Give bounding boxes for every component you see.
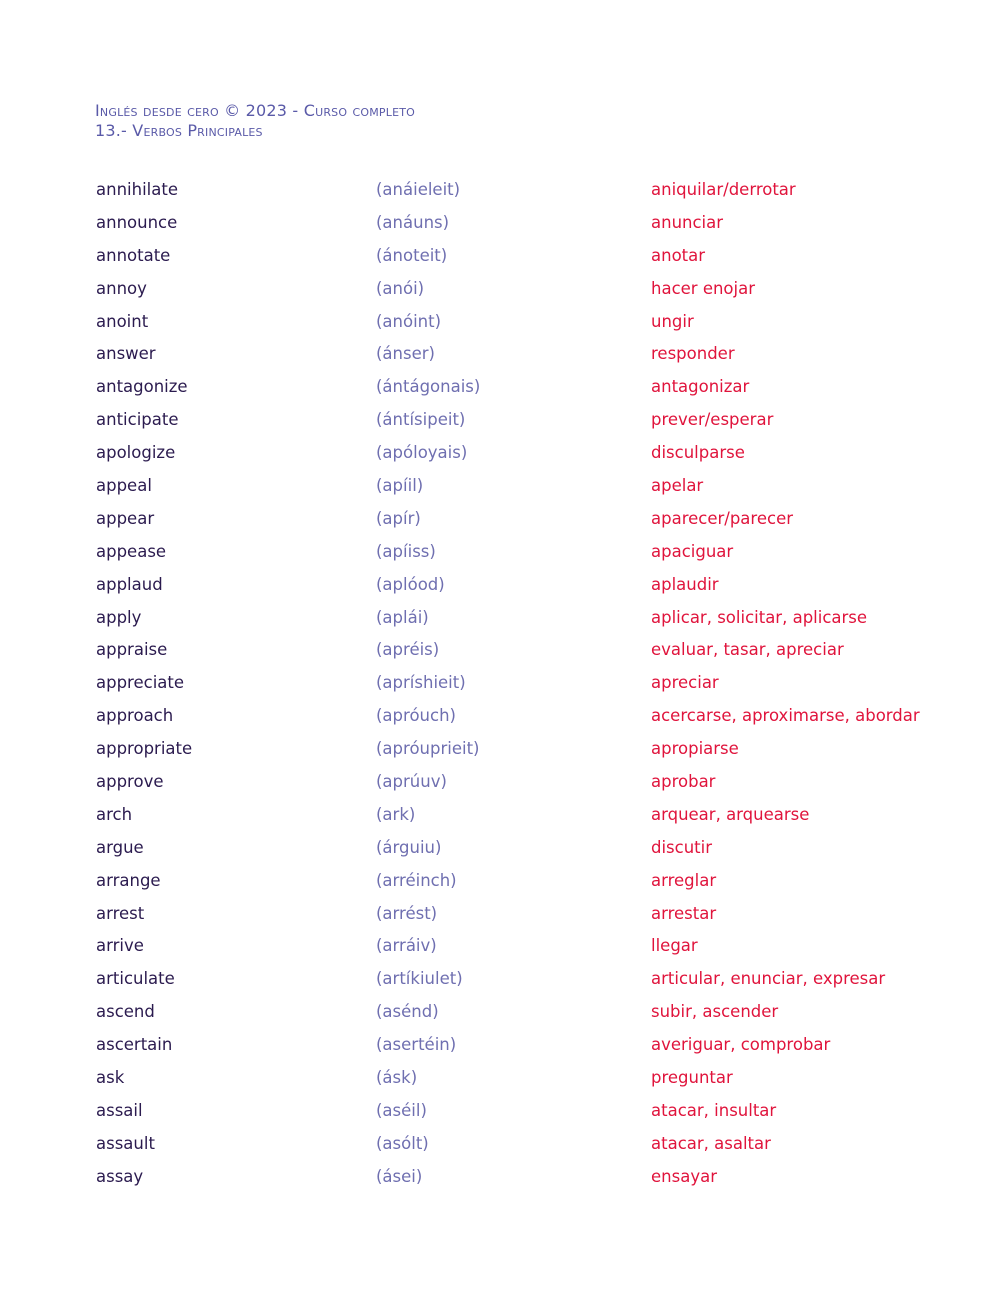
english-word: appeal: [96, 476, 152, 496]
english-word: applaud: [96, 574, 163, 594]
english-word: anoint: [96, 311, 149, 331]
english-word: ascend: [96, 1002, 155, 1022]
spanish-translation: apaciguar: [651, 541, 734, 561]
pronunciation: (ark): [376, 804, 416, 824]
verb-row: [96, 702, 936, 735]
pronunciation: (apríshieit): [376, 673, 466, 693]
verb-row: [96, 571, 936, 604]
spanish-translation: responder: [651, 344, 735, 364]
spanish-translation: preguntar: [651, 1068, 733, 1088]
pronunciation: (asénd): [376, 1002, 439, 1022]
pronunciation: (anóint): [376, 311, 442, 331]
english-word: assay: [96, 1166, 144, 1186]
english-word: appear: [96, 508, 155, 528]
pronunciation: (ásei): [376, 1166, 423, 1186]
pronunciation: (aprúuv): [376, 772, 447, 792]
section-title: 13.- Verbos Principales: [95, 121, 263, 140]
pronunciation: (apóloyais): [376, 443, 468, 463]
english-word: annihilate: [96, 180, 178, 199]
spanish-translation: averiguar, comprobar: [651, 1035, 831, 1055]
english-word: argue: [96, 837, 144, 857]
pronunciation: (árguiu): [376, 837, 442, 857]
pronunciation: (aséil): [376, 1100, 427, 1120]
spanish-translation: anunciar: [651, 212, 724, 232]
spanish-translation: aprobar: [651, 772, 716, 792]
english-word: arrive: [96, 936, 144, 956]
pronunciation: (anáieleit): [376, 180, 461, 199]
english-word: announce: [96, 212, 178, 232]
pronunciation: (ántísipeit): [376, 410, 466, 430]
verb-row: [96, 735, 936, 768]
verb-row: [96, 242, 936, 275]
page-header: [95, 101, 415, 141]
pronunciation: (arráiv): [376, 936, 437, 956]
english-word: appropriate: [96, 739, 193, 759]
english-word: appease: [96, 541, 167, 561]
spanish-translation: arreglar: [651, 870, 717, 890]
english-word: ascertain: [96, 1035, 173, 1055]
english-word: ask: [96, 1068, 125, 1088]
english-word: annoy: [96, 278, 147, 298]
english-word: assault: [96, 1133, 155, 1153]
spanish-translation: antagonizar: [651, 377, 750, 397]
verb-row: [96, 998, 936, 1031]
pronunciation: (arréinch): [376, 870, 457, 890]
english-word: answer: [96, 344, 156, 364]
spanish-translation: arquear, arquearse: [651, 804, 810, 824]
verb-row: [96, 275, 936, 308]
english-word: anticipate: [96, 410, 179, 430]
verb-row: [96, 636, 936, 669]
english-word: articulate: [96, 969, 175, 989]
course-title: Inglés desde cero © 2023 - Curso completo: [95, 101, 416, 120]
spanish-translation: apelar: [651, 476, 704, 496]
verb-row: [96, 900, 936, 933]
english-word: apply: [96, 607, 142, 627]
spanish-translation: hacer enojar: [651, 278, 756, 298]
spanish-translation: aparecer/parecer: [651, 508, 793, 528]
verb-row: [96, 768, 936, 801]
english-word: arch: [96, 804, 133, 824]
spanish-translation: disculparse: [651, 443, 745, 463]
pronunciation: (ántágonais): [376, 377, 481, 397]
pronunciation: (ásk): [376, 1068, 418, 1088]
spanish-translation: apropiarse: [651, 739, 739, 759]
verb-row: [96, 340, 936, 373]
pronunciation: (apíil): [376, 476, 424, 496]
english-word: approach: [96, 706, 174, 726]
english-word: appreciate: [96, 673, 185, 693]
pronunciation: (apróuprieit): [376, 739, 480, 759]
english-word: apologize: [96, 443, 176, 463]
spanish-translation: aplaudir: [651, 574, 719, 594]
verb-row: [96, 1064, 936, 1097]
verb-row: [96, 538, 936, 571]
verb-row: [96, 1031, 936, 1064]
pronunciation: (apír): [376, 508, 421, 528]
verb-row: [96, 308, 936, 341]
pronunciation: (apréis): [376, 640, 440, 660]
spanish-translation: ensayar: [651, 1166, 717, 1186]
verb-list: [96, 176, 936, 1196]
spanish-translation: discutir: [651, 837, 713, 857]
verb-row: [96, 472, 936, 505]
spanish-translation: subir, ascender: [651, 1002, 779, 1022]
english-word: assail: [96, 1100, 143, 1120]
verb-row: [96, 439, 936, 472]
verb-row: [96, 406, 936, 439]
verb-row: [96, 505, 936, 538]
pronunciation: (anáuns): [376, 212, 450, 232]
english-word: arrange: [96, 870, 161, 890]
pronunciation: (arrést): [376, 903, 438, 923]
spanish-translation: aplicar, solicitar, aplicarse: [651, 607, 868, 627]
verb-row: [96, 209, 936, 242]
english-word: annotate: [96, 245, 171, 265]
english-word: arrest: [96, 903, 145, 923]
english-word: approve: [96, 772, 164, 792]
pronunciation: (artíkiulet): [376, 969, 463, 989]
english-word: antagonize: [96, 377, 188, 397]
spanish-translation: arrestar: [651, 903, 717, 923]
spanish-translation: acercarse, aproximarse, abordar: [651, 706, 920, 726]
pronunciation: (ánser): [376, 344, 435, 364]
verb-row: [96, 1163, 936, 1196]
spanish-translation: apreciar: [651, 673, 719, 693]
verb-row: [96, 669, 936, 702]
pronunciation: (anói): [376, 278, 425, 298]
verb-row: [96, 1130, 936, 1163]
verb-row: [96, 965, 936, 998]
verb-row: [96, 1097, 936, 1130]
spanish-translation: atacar, insultar: [651, 1100, 777, 1120]
verb-row: [96, 867, 936, 900]
spanish-translation: atacar, asaltar: [651, 1133, 771, 1153]
spanish-translation: anotar: [651, 245, 706, 265]
verb-row: [96, 373, 936, 406]
verb-row: [96, 176, 936, 209]
spanish-translation: articular, enunciar, expresar: [651, 969, 886, 989]
pronunciation: (aplóod): [376, 574, 445, 594]
spanish-translation: aniquilar/derrotar: [651, 180, 796, 199]
spanish-translation: ungir: [651, 311, 694, 331]
verb-row: [96, 834, 936, 867]
verb-row: [96, 604, 936, 637]
spanish-translation: llegar: [651, 936, 698, 956]
spanish-translation: prever/esperar: [651, 410, 774, 430]
pronunciation: (apíiss): [376, 541, 436, 561]
pronunciation: (ánoteit): [376, 245, 448, 265]
pronunciation: (apróuch): [376, 706, 456, 726]
pronunciation: (aplái): [376, 607, 429, 627]
spanish-translation: evaluar, tasar, apreciar: [651, 640, 844, 660]
english-word: appraise: [96, 640, 168, 660]
pronunciation: (asólt): [376, 1133, 429, 1153]
pronunciation: (asertéin): [376, 1035, 457, 1055]
verb-row: [96, 801, 936, 834]
verb-row: [96, 932, 936, 965]
